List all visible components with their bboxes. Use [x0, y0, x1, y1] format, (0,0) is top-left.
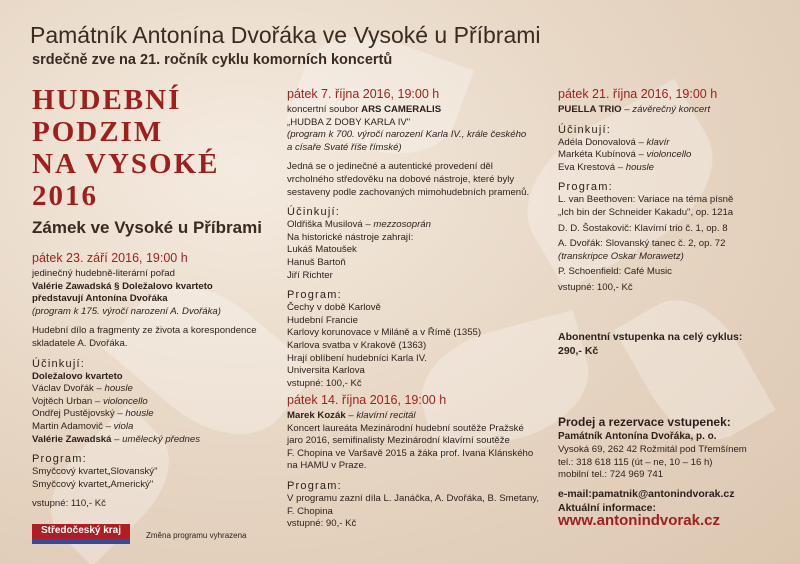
- concert-text: Marek Kozák – klavírní recitál: [287, 410, 416, 421]
- program-item: Smyčcový kvartet„Slovanský": [32, 466, 158, 478]
- concert-text: F. Chopina ve Varšavě 2015 a žáka prof. Ivana Klánského: [287, 447, 534, 459]
- performer: Hanuš Bartoň: [287, 256, 346, 268]
- program-item: Karlova svatba v Krakově (1363): [287, 339, 427, 351]
- sales-info-label: Aktuální informace:: [558, 501, 657, 514]
- performer: Vojtěch Urban – violoncello: [32, 395, 148, 407]
- program-item: D. D. Šostakovič: Klavírní trio č. 1, op. 8: [558, 222, 728, 234]
- concert-text: Hudební dílo a fragmenty ze života a korespondence: [32, 325, 257, 337]
- sales-org: Památník Antonína Dvořáka, p. o.: [558, 431, 717, 442]
- performers-heading: Účinkují:: [32, 357, 85, 370]
- performer: Oldřiška Musilová – mezzosoprán: [287, 219, 431, 231]
- concert-text: a císaře Svaté říše římské): [287, 141, 402, 153]
- concert-text: (program k 700. výročí narození Karla IV., krále českého: [287, 129, 527, 141]
- concert-text: skladatele A. Dvořáka.: [32, 337, 128, 349]
- concert-date: pátek 14. října 2016, 19:00 h: [287, 393, 447, 407]
- performer: Adéla Donovalová – klavír: [558, 136, 670, 148]
- sales-email-link[interactable]: e-mail:pamatnik@antonindvorak.cz: [558, 487, 735, 500]
- festival-title-line: HUDEBNÍ: [32, 84, 182, 116]
- program-item: Čechy v době Karlově: [287, 302, 381, 314]
- website-link[interactable]: www.antonindvorak.cz: [558, 511, 720, 529]
- program-item: A. Dvořák: Slovanský tanec č. 2, op. 72: [558, 238, 726, 250]
- concert-text: představují Antonína Dvořáka: [32, 293, 168, 305]
- performer: Ondřej Pustějovský – housle: [32, 408, 154, 420]
- region-logo: [32, 524, 130, 544]
- performer: Jiří Richter: [287, 269, 333, 281]
- sales-address: Vysoká 69, 262 42 Rožmitál pod Třemšínem: [558, 444, 747, 455]
- performer: Na historické nástroje zahrají:: [287, 231, 414, 243]
- concert-text: koncertní soubor ARS CAMERALIS: [287, 104, 442, 115]
- program-item: P. Schoenfield: Café Music: [558, 266, 672, 278]
- concert-2: [287, 86, 537, 390]
- sales-title: Prodej a rezervace vstupenek:: [558, 415, 731, 429]
- performer: Markéta Kubínová – violoncello: [558, 149, 692, 161]
- performer: Valérie Zawadská – umělecký přednes: [32, 433, 200, 445]
- festival-year: 2016: [32, 180, 98, 212]
- program-change-note: Změna programu vyhrazena: [146, 531, 247, 540]
- concert-text: Jedná se o jedinečné a autentické provedení děl: [287, 161, 493, 173]
- performers-heading: Účinkují:: [558, 123, 611, 136]
- concert-4: [558, 86, 788, 295]
- program-heading: Program:: [32, 453, 87, 466]
- concert-3: [287, 392, 547, 531]
- performers-heading: Účinkují:: [287, 206, 340, 219]
- program-item: F. Chopina: [287, 505, 333, 517]
- program-item: Karlovy korunovace v Miláně a v Římě (1355): [287, 327, 482, 339]
- festival-title-line: NA VYSOKÉ: [32, 148, 220, 180]
- program-item: Universita Karlova: [287, 365, 365, 377]
- performer: Václav Dvořák – housle: [32, 383, 133, 395]
- concert-text: vrcholného středověku na dobové nástroje, které byly: [287, 173, 515, 185]
- concert-text: sestaveny podle zachovaných mimohudebních pramenů.: [287, 186, 530, 198]
- program-item: V programu zazní díla L. Janáčka, A. Dvořáka, B. Smetany,: [287, 492, 540, 504]
- program-heading: Program:: [287, 479, 342, 492]
- concert-1: [32, 250, 272, 511]
- sales-info: [558, 414, 793, 527]
- program-item: L. van Beethoven: Variace na téma písně: [558, 194, 734, 206]
- concert-text: „HUDBA Z DOBY KARLA IV": [287, 116, 411, 128]
- festival-title-line: PODZIM: [32, 116, 164, 148]
- program-item: Hrají oblíbení hudebníci Karla IV.: [287, 352, 427, 364]
- program-item: (transkripce Oskar Morawetz): [558, 250, 684, 262]
- program-heading: Program:: [558, 181, 613, 194]
- sales-phone: tel.: 318 618 115 (út – ne, 10 – 16 h): [558, 456, 713, 468]
- subscription-label: Abonentní vstupenka na celý cyklus:: [558, 331, 743, 343]
- venue-title: Zámek ve Vysoké u Příbrami: [32, 218, 262, 237]
- concert-date: pátek 7. října 2016, 19:00 h: [287, 87, 440, 101]
- performer: Lukáš Matoušek: [287, 244, 357, 256]
- concert-date: pátek 23. září 2016, 19:00 h: [32, 251, 188, 265]
- concert-text: jaro 2016, semifinalisty Mezinárodní klavírní soutěže: [287, 435, 510, 447]
- concert-text: jedinečný hudebně-literární pořad: [32, 268, 175, 279]
- price: vstupné: 100,- Kč: [558, 281, 633, 293]
- price: vstupné: 90,- Kč: [287, 518, 357, 530]
- program-heading: Program:: [287, 289, 342, 302]
- program-item: Hudební Francie: [287, 314, 358, 326]
- subscription: [558, 330, 742, 358]
- performer: Martin Adamovič – viola: [32, 420, 134, 432]
- page-subtitle: srdečně zve na 21. ročník cyklu komorních koncertů: [32, 52, 393, 68]
- subscription-price: 290,- Kč: [558, 345, 599, 357]
- concert-text: (program k 175. výročí narození A. Dvořáka): [32, 305, 221, 317]
- festival-title: [32, 84, 219, 212]
- concert-text: PUELLA TRIO – závěrečný koncert: [558, 104, 711, 115]
- concert-date: pátek 21. října 2016, 19:00 h: [558, 87, 718, 101]
- price: vstupné: 100,- Kč: [287, 377, 362, 389]
- concert-text: na HAMU v Praze.: [287, 460, 367, 472]
- sales-mobile: mobilní tel.: 724 969 741: [558, 469, 664, 481]
- concert-text: Koncert laureáta Mezinárodní hudební soutěže Pražské: [287, 422, 524, 434]
- concert-text: Valérie Zawadská § Doležalovo kvarteto: [32, 280, 213, 292]
- performer: Eva Krestová – housle: [558, 161, 655, 173]
- page-title: Památník Antonína Dvořáka ve Vysoké u Příbrami: [30, 22, 541, 48]
- program-item: Smyčcový kvartet„Americký": [32, 478, 154, 490]
- program-item: „Ich bin der Schneider Kakadu", op. 121a: [558, 206, 734, 218]
- price: vstupné: 110,- Kč: [32, 498, 106, 510]
- region-label: Středočeský kraj: [40, 525, 122, 536]
- performer: Doležalovo kvarteto: [32, 370, 123, 382]
